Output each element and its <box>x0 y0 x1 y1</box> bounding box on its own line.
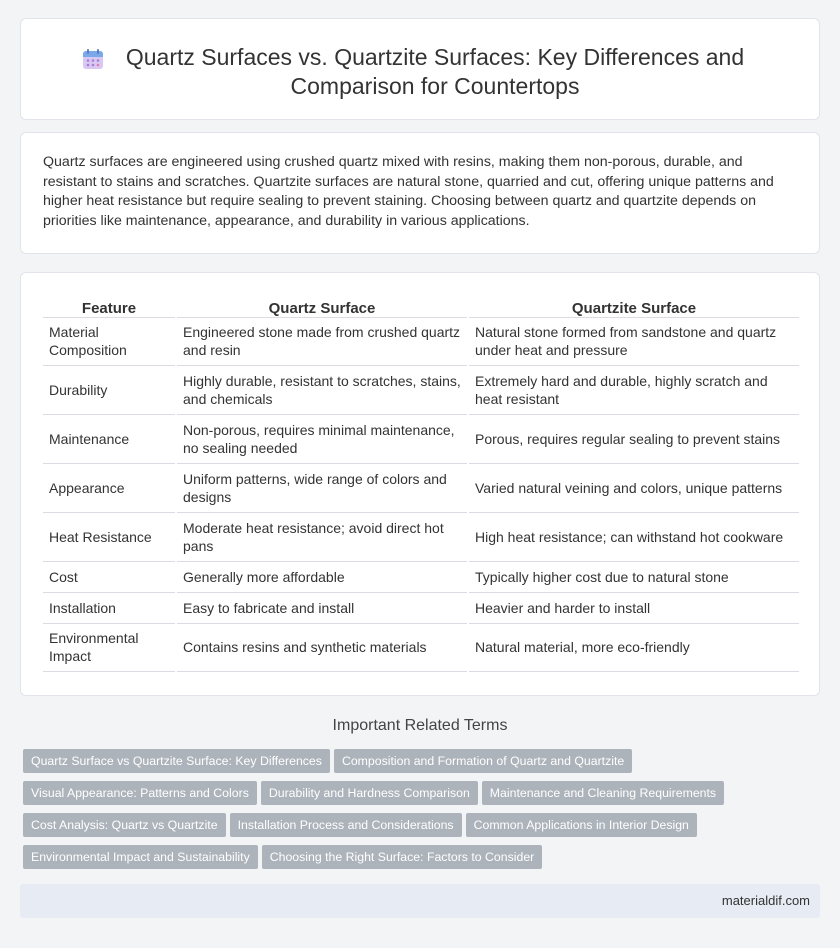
related-term-link[interactable]: Installation Process and Considerations <box>230 813 462 837</box>
footer-bar <box>20 884 820 918</box>
table-cell: Typically higher cost due to natural stone <box>468 561 799 592</box>
table-header-row <box>43 297 799 317</box>
page-title: Quartz Surfaces vs. Quartzite Surfaces: Key Differences and Comparison for Countertops <box>125 44 745 99</box>
table-cell: High heat resistance; can withstand hot cookware <box>468 512 799 561</box>
table-cell: Maintenance <box>43 414 176 463</box>
column-header: Feature <box>43 297 176 317</box>
related-term-link[interactable]: Common Applications in Interior Design <box>466 813 697 837</box>
intro-card <box>20 132 820 254</box>
table-cell: Heavier and harder to install <box>468 592 799 623</box>
table-row <box>43 414 799 463</box>
table-cell: Installation <box>43 592 176 623</box>
related-term-link[interactable]: Durability and Hardness Comparison <box>261 781 478 805</box>
table-row <box>43 561 799 592</box>
related-term-link[interactable]: Composition and Formation of Quartz and Quartzite <box>334 749 632 773</box>
table-cell: Natural material, more eco-friendly <box>468 623 799 671</box>
table-cell: Heat Resistance <box>43 512 176 561</box>
related-term-link[interactable]: Environmental Impact and Sustainability <box>23 845 258 869</box>
table-cell: Porous, requires regular sealing to prevent stains <box>468 414 799 463</box>
intro-paragraph: Quartz surfaces are engineered using crushed quartz mixed with resins, making them non-porous, durable, and resistant to stains and scratches. Quartzite surfaces are natural stone, quarried and cut, offering unique patterns and higher heat resistance but require sealing to prevent staining. Choosing between quartz and quartzite depends on priorities like maintenance, appearance, and durability in various applications. <box>43 154 774 229</box>
related-term-link[interactable]: Maintenance and Cleaning Requirements <box>482 781 724 805</box>
table-cell: Contains resins and synthetic materials <box>176 623 468 671</box>
table-cell: Varied natural veining and colors, unique patterns <box>468 463 799 512</box>
table-cell: Appearance <box>43 463 176 512</box>
column-header: Quartz Surface <box>176 297 468 317</box>
table-row <box>43 463 799 512</box>
column-header: Quartzite Surface <box>468 297 799 317</box>
related-terms-list <box>23 749 803 877</box>
table-cell: Non-porous, requires minimal maintenance, no sealing needed <box>176 414 468 463</box>
site-link[interactable]: materialdif.com <box>721 893 810 908</box>
table-cell: Environmental Impact <box>43 623 176 671</box>
comparison-table <box>43 297 799 672</box>
table-cell: Material Composition <box>43 317 176 365</box>
table-cell: Moderate heat resistance; avoid direct hot pans <box>176 512 468 561</box>
related-term-link[interactable]: Visual Appearance: Patterns and Colors <box>23 781 257 805</box>
related-terms-heading: Important Related Terms <box>332 717 508 734</box>
table-row <box>43 623 799 671</box>
comparison-card <box>20 272 820 696</box>
table-cell: Natural stone formed from sandstone and quartz under heat and pressure <box>468 317 799 365</box>
table-cell: Easy to fabricate and install <box>176 592 468 623</box>
table-cell: Generally more affordable <box>176 561 468 592</box>
table-row <box>43 592 799 623</box>
table-cell: Engineered stone made from crushed quartz and resin <box>176 317 468 365</box>
table-cell: Highly durable, resistant to scratches, stains, and chemicals <box>176 365 468 414</box>
title-card <box>20 18 820 120</box>
table-row <box>43 512 799 561</box>
related-term-link[interactable]: Quartz Surface vs Quartzite Surface: Key Differences <box>23 749 330 773</box>
related-term-link[interactable]: Choosing the Right Surface: Factors to Consider <box>262 845 543 869</box>
table-row <box>43 365 799 414</box>
table-cell: Cost <box>43 561 176 592</box>
table-cell: Durability <box>43 365 176 414</box>
table-cell: Extremely hard and durable, highly scratch and heat resistant <box>468 365 799 414</box>
related-term-link[interactable]: Cost Analysis: Quartz vs Quartzite <box>23 813 226 837</box>
table-cell: Uniform patterns, wide range of colors and designs <box>176 463 468 512</box>
table-row <box>43 317 799 365</box>
